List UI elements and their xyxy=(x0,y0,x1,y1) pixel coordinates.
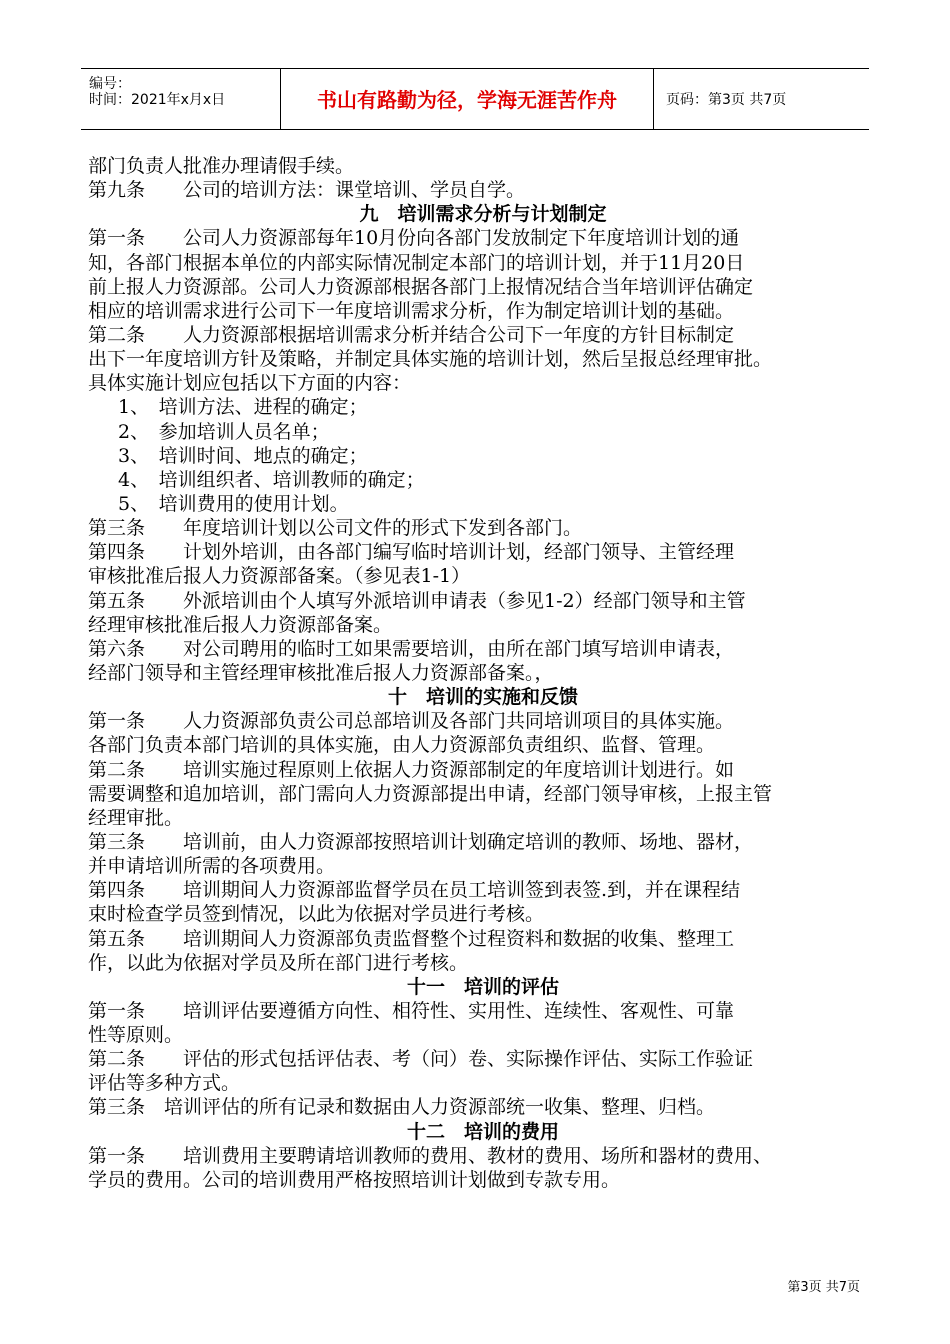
text-line: 并申请培训所需的各项费用。 xyxy=(88,855,336,878)
list-item: 5、 培训费用的使用计划。 xyxy=(118,492,349,515)
list-item: 2、 参加培训人员名单； xyxy=(118,420,330,443)
text-line: 第四条 培训期间人力资源部监督学员在员工培训签到表签.到，并在课程结 xyxy=(88,879,741,902)
text-line: 各部门负责本部门培训的具体实施，由人力资源部负责组织、监督、管理。 xyxy=(88,734,716,757)
text-line: 第三条 培训前，由人力资源部按照培训计划确定培训的教师、场地、器材， xyxy=(88,830,754,853)
text-line: 学员的费用。公司的培训费用严格按照培训计划做到专款专用。 xyxy=(88,1168,621,1191)
section-heading: 九 培训需求分析与计划制定 xyxy=(359,203,607,226)
header-page-info: 页码：第3页 共7页 xyxy=(666,92,787,108)
list-item: 1、 培训方法、进程的确定； xyxy=(118,396,368,419)
text-line: 第一条 培训评估要遵循方向性、相符性、实用性、连续性、客观性、可靠 xyxy=(88,999,735,1022)
text-line: 评估等多种方式。 xyxy=(88,1072,241,1095)
section-heading: 十二 培训的费用 xyxy=(406,1120,559,1143)
text-line: 第五条 培训期间人力资源部负责监督整个过程资料和数据的收集、整理工 xyxy=(88,927,735,950)
text-line: 第三条 培训评估的所有记录和数据由人力资源部统一收集、整理、归档。 xyxy=(88,1096,716,1119)
text-line: 经理审批。 xyxy=(88,806,184,829)
page-header xyxy=(81,68,869,130)
text-line: 相应的培训需求进行公司下一年度培训需求分析，作为制定培训计划的基础。 xyxy=(88,299,735,322)
page-footer: 第3页 共7页 xyxy=(787,1280,860,1295)
list-item: 3、 培训时间、地点的确定； xyxy=(118,444,368,467)
text-line: 第六条 对公司聘用的临时工如果需要培训，由所在部门填写培训申请表， xyxy=(88,637,735,660)
section-heading: 十 培训的实施和反馈 xyxy=(387,686,578,709)
text-line: 性等原则。 xyxy=(88,1024,184,1047)
header-meta-cell xyxy=(81,69,281,129)
document-number-label: 编号： xyxy=(89,76,131,92)
text-line: 具体实施计划应包括以下方面的内容： xyxy=(88,372,412,395)
text-line: 审核批准后报人力资源部备案。（参见表1-1） xyxy=(88,565,471,588)
text-line: 前上报人力资源部。公司人力资源部根据各部门上报情况结合当年培训评估确定 xyxy=(88,275,754,298)
text-line: 知，各部门根据本单位的内部实际情况制定本部门的培训计划，并于11月20日 xyxy=(88,251,745,274)
text-line: 作，以此为依据对学员及所在部门进行考核。 xyxy=(88,951,469,974)
text-line: 束时检查学员签到情况，以此为依据对学员进行考核。 xyxy=(88,903,545,926)
text-line: 出下一年度培训方针及策略，并制定具体实施的培训计划，然后呈报总经理审批。 xyxy=(88,348,773,371)
list-item: 4、 培训组织者、培训教师的确定； xyxy=(118,468,425,491)
header-motto: 书山有路勤为径，学海无涯苦作舟 xyxy=(281,69,654,129)
text-line: 第一条 人力资源部负责公司总部培训及各部门共同培训项目的具体实施。 xyxy=(88,710,735,733)
section-heading: 十一 培训的评估 xyxy=(406,975,559,998)
text-line: 经理审核批准后报人力资源部备案。 xyxy=(88,613,393,636)
document-body xyxy=(88,154,878,1192)
text-line: 第二条 培训实施过程原则上依据人力资源部制定的年度培训计划进行。如 xyxy=(88,758,735,781)
text-line: 第四条 计划外培训，由各部门编写临时培训计划，经部门领导、主管经理 xyxy=(88,541,735,564)
text-line: 第三条 年度培训计划以公司文件的形式下发到各部门。 xyxy=(88,517,583,540)
text-line: 第二条 评估的形式包括评估表、考（问）卷、实际操作评估、实际工作验证 xyxy=(88,1048,754,1071)
text-line: 第二条 人力资源部根据培训需求分析并结合公司下一年度的方针目标制定 xyxy=(88,323,735,346)
text-line: 第九条 公司的培训方法：课堂培训、学员自学。 xyxy=(88,179,526,202)
text-line: 第一条 培训费用主要聘请培训教师的费用、教材的费用、场所和器材的费用、 xyxy=(88,1144,773,1167)
text-line: 需要调整和追加培训，部门需向人力资源部提出申请，经部门领导审核，上报主管 xyxy=(88,782,773,805)
text-line: 第五条 外派培训由个人填写外派培训申请表（参见1-2）经部门领导和主管 xyxy=(88,589,746,612)
text-line: 部门负责人批准办理请假手续。 xyxy=(88,155,355,177)
text-line: 第一条 公司人力资源部每年10月份向各部门发放制定下年度培训计划的通 xyxy=(88,227,740,250)
text-line: 经部门领导和主管经理审核批准后报人力资源部备案。， xyxy=(88,661,554,684)
document-time-label: 时间：2021年x月x日 xyxy=(89,92,226,108)
